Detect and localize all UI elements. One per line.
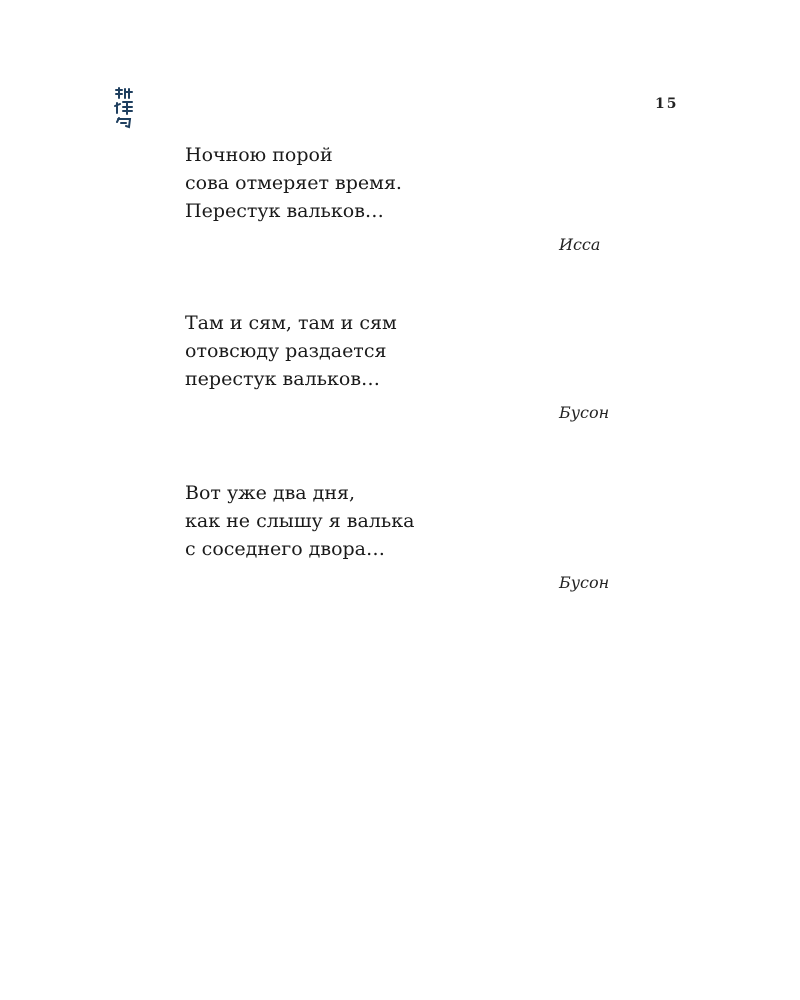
poem-line: перестук вальков… [185,368,381,390]
page-number: 15 [655,96,679,112]
poem-author: Бусон [559,573,610,592]
poem-line: с соседнего двора… [185,538,386,560]
hieroglyph-seal-icon [113,86,135,130]
poem-line: сова отмеряет время. [185,172,402,194]
haiku-poem [185,479,625,592]
poem-author: Исса [559,235,601,254]
poem-author: Бусон [559,403,610,422]
poem-line: как не слышу я валька [185,510,415,532]
poem-line: Вот уже два дня, [185,482,356,504]
poem-line: Ночною порой [185,144,333,166]
poem-line: Перестук вальков… [185,200,384,222]
haiku-poem [185,309,625,422]
poem-line: отовсюду раздается [185,340,387,362]
poem-line: Там и сям, там и сям [185,312,397,334]
haiku-poem [185,141,625,254]
